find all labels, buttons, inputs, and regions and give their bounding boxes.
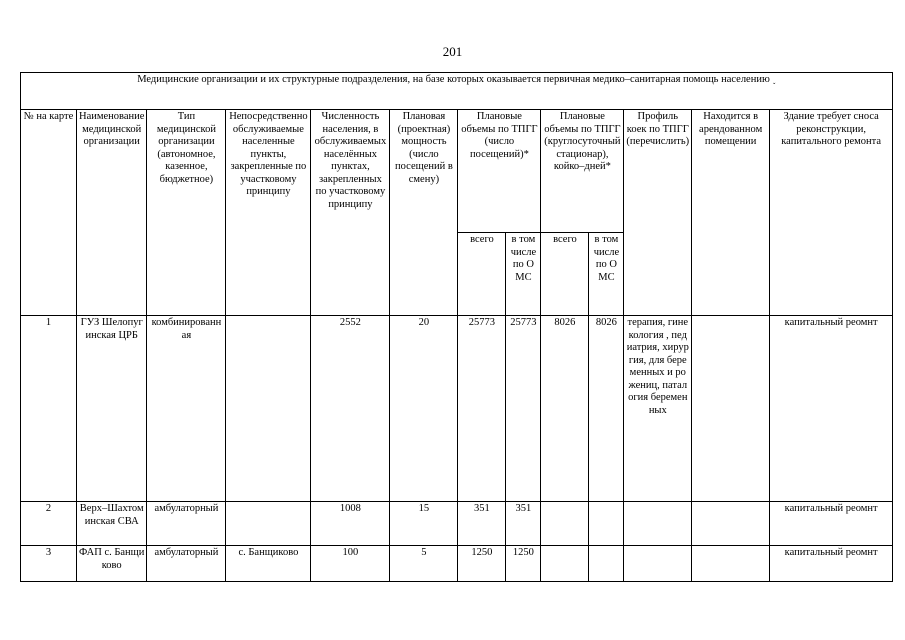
header-served: Непосредственно обслуживаемые населенные пункты, закрепленные по участковому принципу: [226, 110, 311, 316]
cell-served: [226, 502, 311, 546]
cell-name: ГУЗ Шелопугинская ЦРБ: [77, 316, 147, 502]
caption-mark: ˯: [772, 74, 776, 85]
header-profile: Профиль коек по ТПГГ (перечислить): [624, 110, 692, 316]
header-num: № на карте: [21, 110, 77, 316]
subheader-hosp-total: всего: [541, 233, 589, 316]
cell-visits-oms: 1250: [506, 546, 541, 582]
table-row: [21, 502, 893, 546]
cell-visits-total: 351: [458, 502, 506, 546]
cell-visits-total: 25773: [458, 316, 506, 502]
cell-visits-total: 1250: [458, 546, 506, 582]
header-visits: Плановые объемы по ТПГГ (число посещений)*: [458, 110, 541, 233]
cell-hosp-oms: [589, 546, 624, 582]
cell-visits-oms: 351: [506, 502, 541, 546]
header-hospital: Плановые объемы по ТПГГ (круглосуточный стационар), койко–дней*: [541, 110, 624, 233]
header-leased: Находится в арендованном помещении: [692, 110, 770, 316]
caption-row: [21, 73, 893, 110]
header-type: Тип медицинской организации (автономное, казенное, бюджетное): [147, 110, 226, 316]
cell-leased: [692, 546, 770, 582]
cell-profile: [624, 546, 692, 582]
cell-building: капитальный реомнт: [770, 316, 893, 502]
subheader-visits-oms: в том числе по ОМС: [506, 233, 541, 316]
cell-population: 2552: [311, 316, 390, 502]
cell-profile: терапия, гинекология , педиатрия, хирургия, для беременных и рожениц, паталогия беременных: [624, 316, 692, 502]
page-number: 201: [442, 44, 463, 59]
cell-type: комбинированная: [147, 316, 226, 502]
cell-leased: [692, 502, 770, 546]
cell-type: амбулаторный: [147, 546, 226, 582]
cell-population: 1008: [311, 502, 390, 546]
cell-hosp-oms: [589, 502, 624, 546]
header-population: Численность населения, в обслуживаемых населённых пунктах, закрепленных по участковому принципу: [311, 110, 390, 316]
cell-hosp-total: [541, 546, 589, 582]
cell-type: амбулаторный: [147, 502, 226, 546]
table-row: [21, 316, 893, 502]
table-caption: Медицинские организации и их структурные подразделения, на базе которых оказывается первичная медико–санитарная помощь населению ˯: [21, 73, 893, 110]
cell-capacity: 15: [390, 502, 458, 546]
header-building: Здание требует сноса реконструкции, капитального ремонта: [770, 110, 893, 316]
cell-profile: [624, 502, 692, 546]
medical-organizations-table: [20, 72, 893, 582]
subheader-hosp-oms: в том числе по ОМС: [589, 233, 624, 316]
cell-num: 2: [21, 502, 77, 546]
header-name: Наименование медицинской организации: [77, 110, 147, 316]
cell-num: 1: [21, 316, 77, 502]
cell-building: капитальный реомнт: [770, 502, 893, 546]
cell-num: 3: [21, 546, 77, 582]
header-row: [21, 110, 893, 233]
cell-capacity: 5: [390, 546, 458, 582]
cell-name: Верх–Шахтоминская СВА: [77, 502, 147, 546]
cell-served: [226, 316, 311, 502]
cell-served: с. Банщиково: [226, 546, 311, 582]
cell-capacity: 20: [390, 316, 458, 502]
cell-building: капитальный реомнт: [770, 546, 893, 582]
cell-population: 100: [311, 546, 390, 582]
table-row: [21, 546, 893, 582]
cell-hosp-oms: 8026: [589, 316, 624, 502]
cell-hosp-total: [541, 502, 589, 546]
subheader-visits-total: всего: [458, 233, 506, 316]
cell-visits-oms: 25773: [506, 316, 541, 502]
cell-leased: [692, 316, 770, 502]
cell-hosp-total: 8026: [541, 316, 589, 502]
cell-name: ФАП с. Банщиково: [77, 546, 147, 582]
header-capacity: Плановая (проектная) мощность (число посещений в смену): [390, 110, 458, 316]
